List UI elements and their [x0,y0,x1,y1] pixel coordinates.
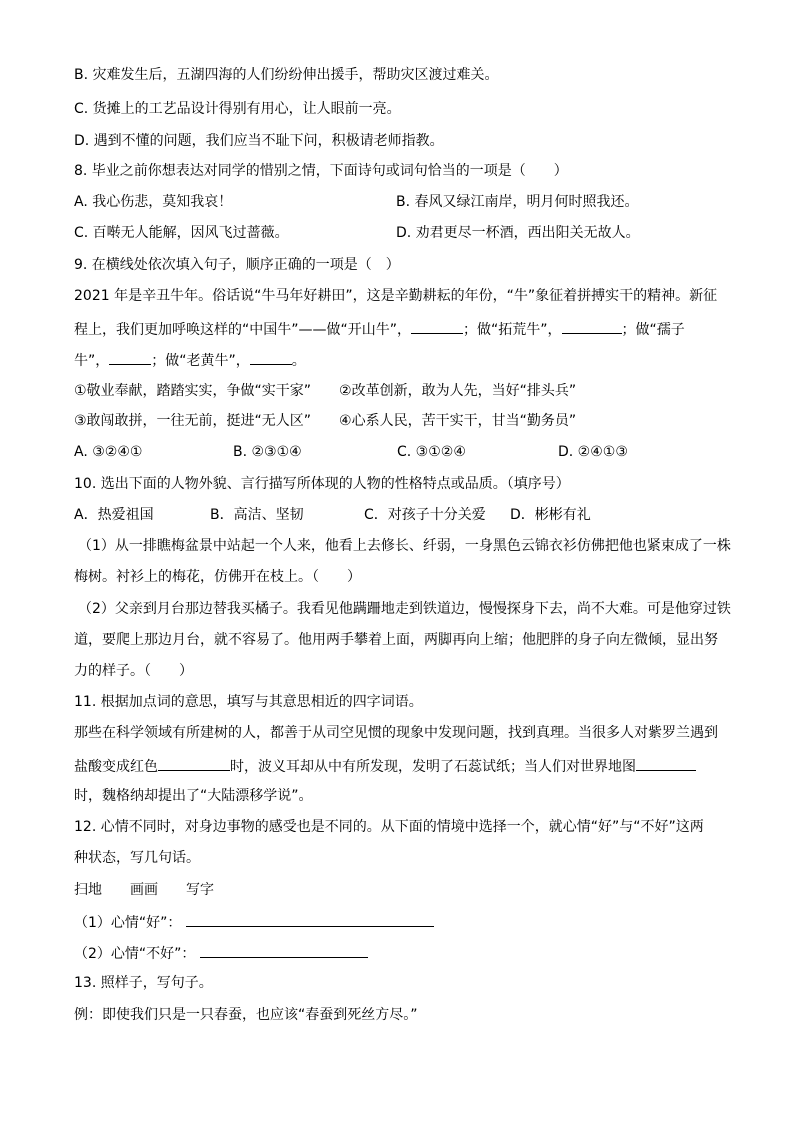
q7-option-d: D. 遇到不懂的问题，我们应当不耻下问，积极请老师指教。 [74,133,444,149]
q10-option-b: B．高洁、坚韧 [210,507,304,523]
q8-option-a: A. 我心伤悲，莫知我哀！ [74,194,233,210]
q9-blank-2[interactable] [562,319,622,334]
q12-answer-line-good[interactable] [186,912,434,927]
q9-options [74,443,628,461]
q12-answer-2 [74,943,368,963]
q13-example: 例：即使我们只是一只春蚕，也应该“春蚕到死丝方尽。” [74,1007,418,1023]
q9-passage-line1: 2021 年是辛丑牛年。俗话说“牛马年好耕田”，这是辛勤耕耘的年份，“牛”象征着拼搏实干的精神。新征 [74,288,718,304]
q12-answer-line-bad[interactable] [200,943,368,958]
q12-scenarios: 扫地 画画 写字 [74,882,214,898]
q12-label-good: （1）心情“好”： [74,915,182,931]
q10-option-c: C．对孩子十分关爱 [364,507,486,523]
q11-blank-1[interactable] [158,756,230,771]
q9-sentences-2: ③敢闯敢拼，一往无前，挺进“无人区” ④心系人民，苦干实干，甘当“勤务员” [74,413,577,429]
q7-option-b: B. 灾难发生后，五湖四海的人们纷纷伸出援手，帮助灾区渡过难关。 [74,67,499,83]
q8-option-b: B. 春风又绿江南岸，明月何时照我还。 [396,194,639,210]
q11-passage-line3: 时，魏格纳却提出了“大陆漂移学说”。 [74,788,313,804]
q10-sub2-line2: 道，要爬上那边月台，就不容易了。他用两手攀着上面，两脚再向上缩；他肥胖的身子向左微倾，显出努 [74,632,718,648]
q10-sub1-line2: 梅树。衬衫上的梅花，仿佛开在枝上。（ ） [74,569,361,585]
q11-text: 盐酸变成红色 [74,759,158,775]
q10-sub1-line1: （1）从一排瞧梅盆景中站起一个人来，他看上去修长、纤弱，一身黑色云锦衣衫仿佛把他也紧束成了一株 [78,538,731,554]
q10-sub2-line3: 力的样子。（ ） [74,663,193,679]
q8-stem: 8. 毕业之前你想表达对同学的惜别之情，下面诗句或词句恰当的一项是（ ） [74,163,568,179]
q11-blank-2[interactable] [636,756,696,771]
q11-passage-line2 [74,756,696,776]
q10-options [74,506,591,524]
q9-passage-line3 [74,350,306,370]
q9-text: ；做“孺子 [621,322,685,338]
q11-stem: 11. 根据加点词的意思，填写与其意思相近的四字词语。 [74,694,423,710]
q12-stem-line2: 种状态，写几句话。 [74,850,200,866]
q9-sentences-1: ①敬业奉献，踏踏实实，争做“实干家” ②改革创新，敢为人先，当好“排头兵” [74,383,577,399]
q8-option-d: D. 劝君更尽一杯酒，西出阳关无故人。 [396,225,640,241]
q9-text: 牛”， [74,353,110,369]
q9-text: ；做“拓荒牛”， [463,322,562,338]
q7-option-c: C. 货摊上的工艺品设计得别有用心，让人眼前一亮。 [74,101,401,117]
q10-option-d: D．彬彬有礼 [510,507,591,523]
q9-passage-line2 [74,319,685,339]
q12-label-bad: （2）心情“不好”： [74,946,196,962]
q10-stem: 10. 选出下面的人物外貌、言行描写所体现的人物的性格特点或品质。（填序号） [74,476,570,492]
q8-options-row1 [74,193,639,211]
q9-text: 程上，我们更加呼唤这样的“中国牛”——做“开山牛”， [74,322,412,338]
q9-stem: 9. 在横线处依次填入句子，顺序正确的一项是（ ） [74,257,400,273]
q9-text: 。 [291,353,306,369]
q12-stem-line1: 12. 心情不同时，对身边事物的感受也是不同的。从下面的情境中选择一个，就心情“好”与“不好”这两 [74,819,704,835]
q9-option-c: C. ③①②④ [397,444,466,460]
q10-option-a: A．热爱祖国 [74,507,154,523]
q8-options-row2 [74,224,640,242]
q9-blank-4[interactable] [250,350,292,365]
q10-sub2-line1: （2）父亲到月台那边替我买橘子。我看见他蹒跚地走到铁道边，慢慢探身下去，尚不大难。可是他穿过铁 [78,601,731,617]
q9-blank-1[interactable] [411,319,463,334]
q11-text: 时，波义耳却从中有所发现，发明了石蕊试纸；当人们对世界地图 [230,759,636,775]
q9-option-a: A. ③②④① [74,444,143,460]
q9-option-d: D. ②④①③ [558,444,628,460]
q9-blank-3[interactable] [109,350,151,365]
q9-option-b: B. ②③①④ [233,444,302,460]
q9-text: ；做“老黄牛”， [151,353,250,369]
q11-passage-line1: 那些在科学领域有所建树的人，都善于从司空见惯的现象中发现问题，找到真理。当很多人对紫罗兰遇到 [74,725,718,741]
q8-option-c: C. 百啭无人能解，因风飞过蔷薇。 [74,225,289,241]
q13-stem: 13. 照样子，写句子。 [74,975,213,991]
q12-answer-1 [74,912,434,932]
